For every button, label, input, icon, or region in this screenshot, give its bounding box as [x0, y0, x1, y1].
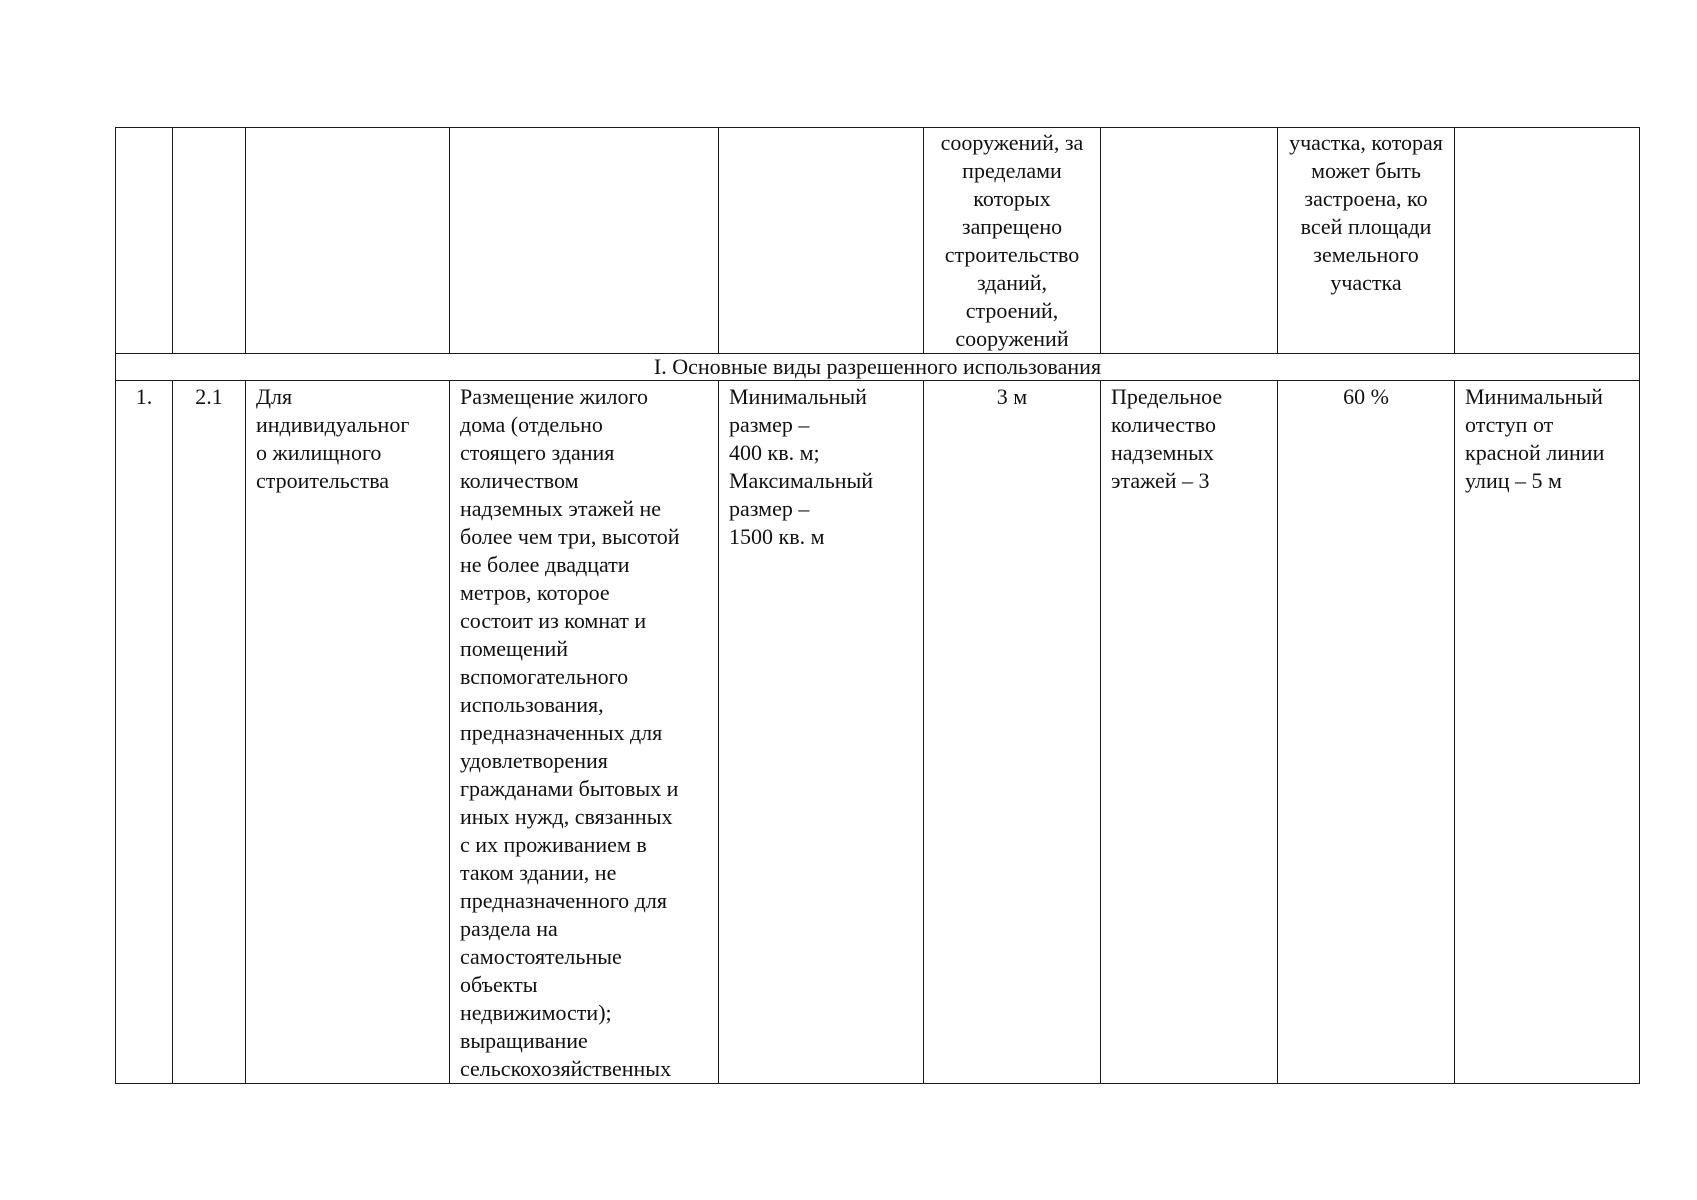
- header-coverage-continued: участка, которая может быть застроена, ко всей площади земельного участка: [1278, 128, 1455, 354]
- table-row: [116, 381, 1640, 1084]
- section-row: [116, 354, 1640, 381]
- row-use-name: Для индивидуальног о жилищного строительства: [246, 381, 450, 1084]
- row-floors: Предельное количество надземных этажей – 3: [1101, 381, 1278, 1084]
- row-code: 2.1: [173, 381, 246, 1084]
- empty-cell: [116, 128, 173, 354]
- row-use-description: Размещение жилого дома (отдельно стоящего здания количеством надземных этажей не более чем три, высотой не более двадцати метров, которое состоит из комнат и помещений вспомогательного использования, предназначенных для удовлетворения гражданами бытовых и иных нужд, связанных с их проживанием в таком здании, не предназначенного для раздела на самостоятельные объекты недвижимости); выращивание сельскохозяйственных: [450, 381, 719, 1084]
- header-setback-continued: сооружений, за пределами которых запрещено строительство зданий, строений, сооружений: [924, 128, 1101, 354]
- continued-header-row: [116, 128, 1640, 354]
- empty-cell: [173, 128, 246, 354]
- empty-cell: [719, 128, 924, 354]
- empty-cell: [246, 128, 450, 354]
- empty-cell: [1455, 128, 1640, 354]
- row-coverage: 60 %: [1278, 381, 1455, 1084]
- row-plot-size: Минимальный размер – 400 кв. м; Максимальный размер – 1500 кв. м: [719, 381, 924, 1084]
- land-use-table: [115, 127, 1640, 1084]
- row-setback: 3 м: [924, 381, 1101, 1084]
- empty-cell: [450, 128, 719, 354]
- row-number: 1.: [116, 381, 173, 1084]
- section-title: I. Основные виды разрешенного использования: [116, 354, 1640, 381]
- row-other-params: Минимальный отступ от красной линии улиц – 5 м: [1455, 381, 1640, 1084]
- empty-cell: [1101, 128, 1278, 354]
